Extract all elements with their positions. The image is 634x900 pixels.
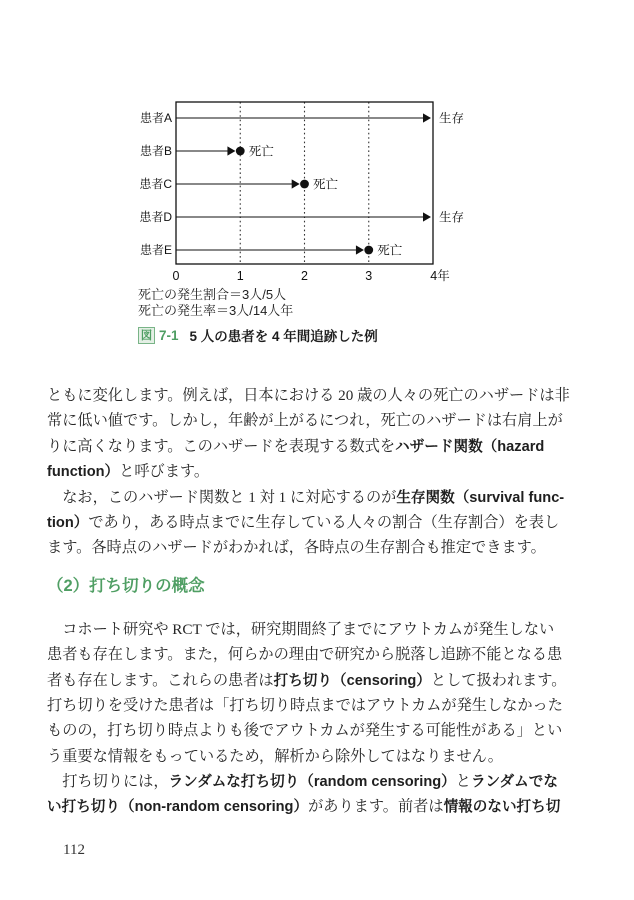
- text-line: [47, 383, 599, 408]
- text-run: 打ち切りを受けた患者は「打ち切り時点まではアウトカムが発生しなかった: [47, 696, 563, 714]
- text-line: [47, 485, 599, 510]
- text-line: [47, 408, 599, 433]
- figure-note-proportion: 死亡の発生割合＝3人/5人: [138, 287, 287, 302]
- text-line: [47, 668, 599, 693]
- text-run: として扱われます。: [430, 671, 567, 689]
- patient-label: 患者A: [139, 111, 172, 125]
- text-run: と: [455, 773, 471, 791]
- x-tick-label: 4年: [430, 269, 450, 283]
- emphasized-term: い打ち切り（non-random censoring）: [47, 799, 309, 816]
- text-run: 打ち切りには，: [47, 773, 169, 791]
- arrowhead: [423, 212, 431, 221]
- text-line: [47, 434, 599, 459]
- text-line: [47, 510, 599, 535]
- figure-title: 5 人の患者を 4 年間追跡した例: [189, 329, 378, 344]
- outcome-label: 死亡: [248, 144, 274, 159]
- text-line: [47, 642, 599, 667]
- patient-label: 患者D: [139, 210, 172, 224]
- arrowhead: [423, 113, 431, 122]
- paragraph: [47, 769, 599, 820]
- section-heading: （2）打ち切りの概念: [47, 576, 205, 595]
- text-line: [47, 794, 599, 819]
- x-tick-label: 3: [365, 269, 373, 283]
- text-line: [47, 617, 599, 642]
- text-run: 常に低い値です。しかし，年齢が上がるにつれ，死亡のハザードは右肩上が: [47, 412, 563, 430]
- death-marker: [300, 180, 309, 189]
- figure-badge: 図: [138, 327, 155, 344]
- text-line: [47, 693, 599, 718]
- outcome-label: 生存: [439, 111, 465, 126]
- outcome-label: 死亡: [377, 243, 403, 258]
- text-line: [47, 744, 599, 769]
- arrowhead: [292, 179, 300, 188]
- paragraph: [47, 383, 599, 485]
- patient-row: [139, 176, 338, 191]
- arrowhead: [227, 146, 235, 155]
- emphasized-term: function）: [47, 464, 120, 481]
- x-tick-label: 1: [236, 269, 244, 283]
- death-marker: [364, 246, 373, 255]
- emphasized-term: ハザード関数（hazard: [395, 438, 545, 455]
- followup-chart: [138, 95, 508, 285]
- text-line: [47, 535, 599, 560]
- figure-number: 7-1: [159, 327, 179, 343]
- paragraph: [47, 617, 599, 769]
- x-tick-label: 0: [172, 269, 180, 283]
- patient-row: [139, 209, 464, 224]
- figure-note-rate: 死亡の発生率＝3人/14人年: [138, 303, 294, 318]
- text-run: があります。前者は: [308, 798, 444, 816]
- outcome-label: 死亡: [313, 177, 339, 192]
- emphasized-term: 情報のない打ち切: [443, 799, 561, 816]
- text-run: ともに変化します。例えば，日本における 20 歳の人々の死亡のハザードは非: [47, 387, 570, 404]
- x-tick-label: 2: [301, 269, 308, 283]
- emphasized-term: tion）: [47, 514, 89, 531]
- figure-notes: [138, 287, 508, 319]
- text-run: なお，このハザード関数と 1 対 1 に対応するのが: [47, 488, 397, 506]
- outcome-label: 生存: [439, 210, 465, 225]
- figure-7-1: [138, 95, 508, 345]
- figure-caption: [138, 325, 508, 345]
- death-marker: [236, 147, 245, 156]
- text-run: コホート研究や RCT では，研究期間終了までにアウトカムが発生しない: [47, 620, 555, 638]
- text-line: [47, 769, 599, 794]
- paragraph: [47, 485, 599, 561]
- page-number: 112: [63, 842, 85, 858]
- text-run: ものの，打ち切り時点よりも後でアウトカムが発生する可能性がある」とい: [47, 722, 563, 740]
- arrowhead: [356, 245, 364, 254]
- text-line: [47, 459, 599, 484]
- text-run: と呼びます。: [119, 463, 210, 481]
- patient-label: 患者B: [139, 144, 172, 158]
- patient-row: [140, 242, 403, 257]
- patient-label: 患者E: [139, 243, 172, 257]
- emphasized-term: ランダムな打ち切り（random censoring）: [168, 774, 456, 791]
- text-run: う重要な情報をもっているため，解析から除外してはなりません。: [47, 747, 503, 765]
- text-run: 患者も存在します。また，何らかの理由で研究から脱落し追跡不能となる患: [47, 646, 563, 664]
- emphasized-term: ランダムでな: [470, 774, 558, 791]
- body-text: [47, 383, 599, 820]
- patient-row: [140, 143, 274, 158]
- patient-row: [140, 110, 464, 125]
- text-run: ます。各時点のハザードがわかれば，各時点の生存割合も推定できます。: [47, 539, 546, 557]
- text-line: [47, 718, 599, 743]
- emphasized-term: 打ち切り（censoring）: [273, 672, 431, 689]
- text-run: 者も存在します。これらの患者は: [47, 671, 274, 689]
- patient-label: 患者C: [139, 177, 172, 191]
- text-run: であり，ある時点までに生存している人々の割合（生存割合）を表し: [88, 513, 560, 531]
- emphasized-term: 生存関数（survival func-: [396, 489, 565, 506]
- text-run: りに高くなります。このハザードを表現する数式を: [47, 437, 396, 455]
